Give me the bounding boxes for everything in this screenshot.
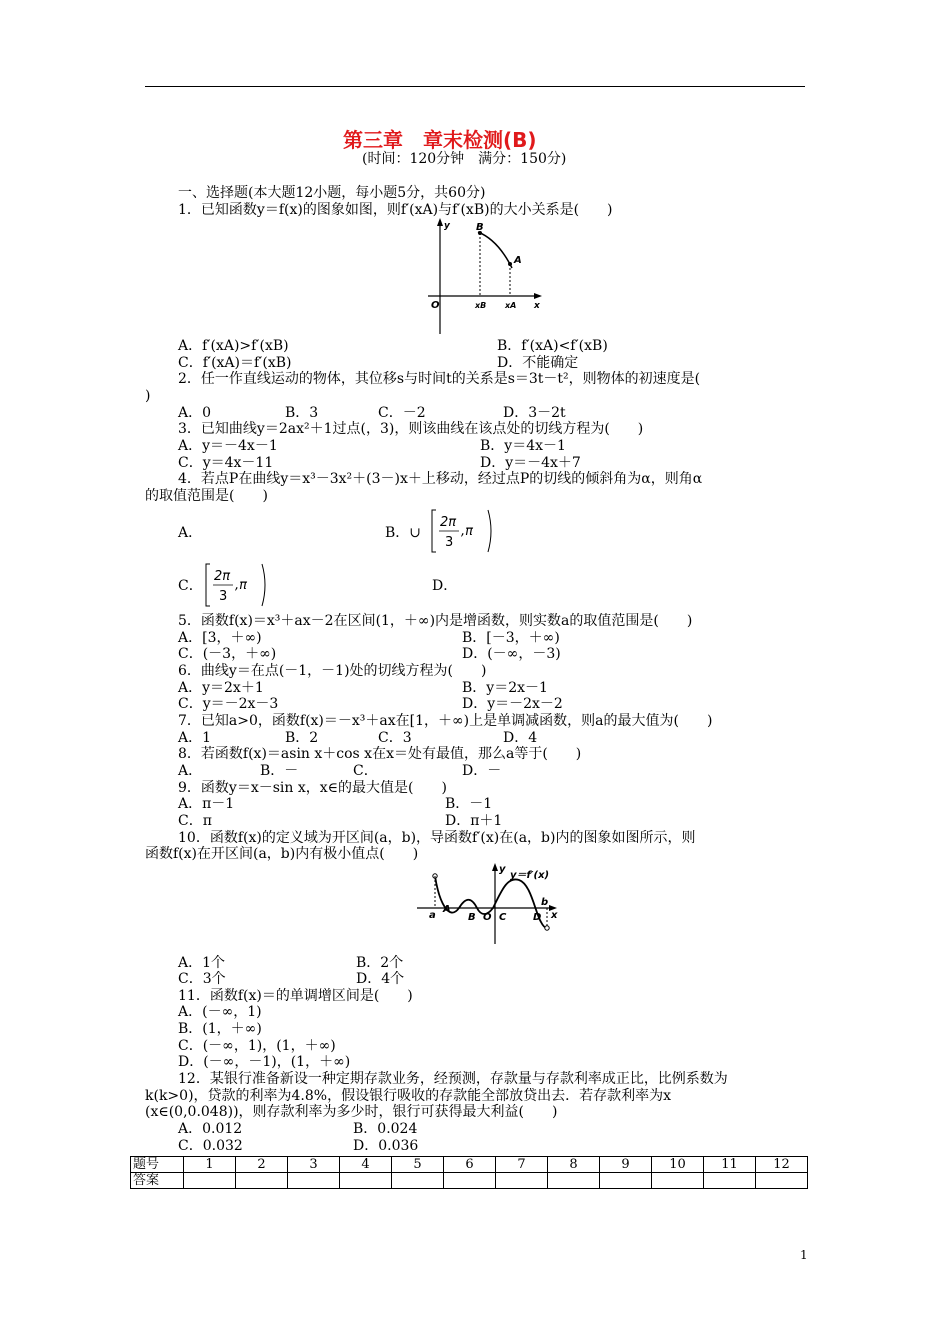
answer-cell[interactable]	[600, 1173, 652, 1189]
q3-option-b: B．y＝4x－1	[480, 438, 566, 454]
q4-option-a: A．	[178, 525, 203, 541]
q4c-right-paren	[262, 564, 265, 606]
q1-label-a: A	[514, 255, 522, 266]
q4b-frac-den: 3	[445, 535, 454, 550]
question-number-cell: 12	[756, 1157, 808, 1173]
q12-option-b: B．0.024	[353, 1121, 418, 1137]
page-number: 1	[800, 1248, 808, 1262]
q1-label-y: y	[444, 221, 450, 231]
q1-option-b: B．f′(xA)<f′(xB)	[497, 338, 608, 354]
q11-stem: 11．函数f(x)＝的单调增区间是( )	[178, 988, 413, 1004]
q5-option-d: D．(－∞，－3)	[462, 646, 561, 662]
question-number-cell: 2	[236, 1157, 288, 1173]
q8-option-b: B．－	[260, 763, 299, 779]
q1-x-arrow	[534, 293, 542, 299]
q10-option-c: C．3个	[178, 971, 226, 987]
question-number-cell: 5	[392, 1157, 444, 1173]
question-number-cell: 8	[548, 1157, 600, 1173]
q1-label-o: O	[431, 300, 440, 311]
q10-label-fn: y＝f′(x)	[510, 870, 550, 881]
q2-option-d: D．3－2t	[503, 405, 566, 421]
q10-label-b: B	[468, 912, 476, 923]
q7-option-b: B．2	[285, 730, 319, 746]
q9-option-c: C．π	[178, 813, 212, 829]
q1-y-arrow	[437, 218, 443, 226]
q11-option-a: A．(－∞，1)	[178, 1004, 262, 1020]
q12-stem-line2: k(k>0)，贷款的利率为4.8%，假设银行吸收的存款能全部放贷出去．若存款利率为x	[145, 1088, 671, 1104]
q4-stem-line1: 4．若点P在曲线y＝x³－3x²＋(3－)x＋上移动，经过点P的切线的倾斜角为α，则角α	[178, 471, 703, 487]
q10-label-o: O	[483, 912, 492, 923]
q4c-tail: ,π	[235, 578, 247, 593]
page-subtitle: (时间：120分钟 满分：150分)	[362, 151, 567, 167]
question-number-cell: 11	[704, 1157, 756, 1173]
q4-option-c-interval	[200, 560, 270, 610]
q3-option-c: C．y＝4x－11	[178, 455, 274, 471]
page-title: 第三章 章末检测(B)	[343, 128, 537, 152]
q4b-right-paren	[488, 510, 491, 552]
q7-option-d: D．4	[503, 730, 538, 746]
answer-cell[interactable]	[756, 1173, 808, 1189]
answer-table	[130, 1156, 808, 1189]
q4-option-b-prefix: B．∪	[385, 525, 422, 541]
q3-stem: 3．已知曲线y＝2ax²＋1过点(，3)，则该曲线在该点处的切线方程为( )	[178, 421, 644, 437]
answer-table-answer-row	[131, 1173, 808, 1189]
q1-option-d: D．不能确定	[497, 355, 579, 371]
q11-option-d: D．(－∞，－1)，(1，＋∞)	[178, 1054, 351, 1070]
q1-stem: 1．已知函数y＝f(x)的图象如图，则f′(xA)与f′(xB)的大小关系是( )	[178, 202, 613, 218]
q10-label-a-lower: a	[429, 910, 436, 921]
answer-cell[interactable]	[496, 1173, 548, 1189]
q6-option-a: A．y＝2x＋1	[178, 680, 264, 696]
question-number-cell: 1	[184, 1157, 236, 1173]
q12-option-a: A．0.012	[178, 1121, 243, 1137]
q7-stem: 7．已知a>0，函数f(x)＝－x³＋ax在[1，＋∞)上是单调减函数，则a的最大值为( )	[178, 713, 713, 729]
q10-label-b-lower: b	[541, 897, 549, 908]
q12-option-d: D．0.036	[353, 1138, 419, 1154]
q6-option-d: D．y＝－2x－2	[462, 696, 563, 712]
q4b-tail: ,π	[461, 524, 473, 539]
answer-cell[interactable]	[236, 1173, 288, 1189]
q8-option-c: C．	[353, 763, 378, 779]
q11-option-b: B．(1，＋∞)	[178, 1021, 262, 1037]
q5-option-a: A．[3，＋∞)	[178, 630, 262, 646]
q6-stem: 6．曲线y＝在点(－1，－1)处的切线方程为( )	[178, 663, 487, 679]
q12-stem-line3: (x∈(0,0.048))，则存款利率为多少时，银行可获得最大利益( )	[145, 1104, 558, 1120]
q4b-left-bracket	[432, 510, 436, 552]
q1-label-xb: xB	[475, 301, 487, 310]
q1-label-b: B	[476, 222, 484, 233]
q10-figure	[415, 862, 565, 947]
number-row-label: 题号	[131, 1157, 184, 1173]
q10-label-x: x	[551, 910, 558, 921]
section-heading: 一、选择题(本大题12小题，每小题5分，共60分)	[178, 185, 486, 201]
q3-option-d: D．y＝－4x＋7	[480, 455, 581, 471]
q8-stem: 8．若函数f(x)＝asin x＋cos x在x＝处有最值，那么a等于( )	[178, 746, 582, 762]
q10-label-c: C	[499, 912, 507, 923]
q8-option-d: D．－	[462, 763, 502, 779]
q4-stem-line2: 的取值范围是( )	[145, 488, 268, 504]
q4c-frac-num: 2π	[214, 569, 231, 584]
q9-option-a: A．π－1	[178, 796, 235, 812]
q1-label-xa: xA	[505, 301, 517, 310]
q10-option-b: B．2个	[356, 955, 404, 971]
question-number-cell: 7	[496, 1157, 548, 1173]
q5-option-b: B．[－3，＋∞)	[462, 630, 560, 646]
q10-option-a: A．1个	[178, 955, 226, 971]
answer-table-number-row	[131, 1157, 808, 1173]
answer-row-label: 答案	[131, 1173, 184, 1189]
q12-stem-line1: 12．某银行准备新设一种定期存款业务，经预测，存款量与存款利率成正比，比例系数为	[178, 1071, 728, 1087]
answer-cell[interactable]	[184, 1173, 236, 1189]
q4-option-c-prefix: C．	[178, 578, 203, 594]
q4b-frac-num: 2π	[440, 515, 457, 530]
q4-option-b-interval	[428, 506, 498, 556]
q6-option-b: B．y＝2x－1	[462, 680, 548, 696]
answer-cell[interactable]	[704, 1173, 756, 1189]
q2-stem-line2: )	[145, 388, 151, 404]
q10-label-d: D	[533, 912, 542, 923]
q5-stem: 5．函数f(x)＝x³＋ax－2在区间(1，＋∞)内是增函数，则实数a的取值范围是( )	[178, 613, 693, 629]
question-number-cell: 10	[652, 1157, 704, 1173]
answer-cell[interactable]	[288, 1173, 340, 1189]
q4c-frac-den: 3	[219, 589, 228, 604]
q10-stem-line1: 10．函数f(x)的定义域为开区间(a，b)，导函数f′(x)在(a，b)内的图象如图所示，则	[178, 830, 696, 846]
q10-label-a: A	[443, 904, 451, 915]
q2-option-c: C．－2	[378, 405, 426, 421]
q10-option-d: D．4个	[356, 971, 405, 987]
header-rule	[145, 86, 805, 87]
q7-option-a: A．1	[178, 730, 212, 746]
q8-option-a: A．	[178, 763, 203, 779]
q3-option-a: A．y＝－4x－1	[178, 438, 278, 454]
question-number-cell: 9	[600, 1157, 652, 1173]
q10-stem-line2: 函数f(x)在开区间(a，b)内有极小值点( )	[145, 846, 419, 862]
q1-curve	[478, 232, 512, 268]
q6-option-c: C．y＝－2x－3	[178, 696, 279, 712]
answer-cell[interactable]	[652, 1173, 704, 1189]
q2-stem-line1: 2．任一作直线运动的物体，其位移s与时间t的关系是s＝3t－t²，则物体的初速度是(	[178, 371, 701, 387]
question-number-cell: 3	[288, 1157, 340, 1173]
answer-cell[interactable]	[548, 1173, 600, 1189]
q1-option-a: A．f′(xA)>f′(xB)	[178, 338, 289, 354]
answer-cell[interactable]	[340, 1173, 392, 1189]
q12-option-c: C．0.032	[178, 1138, 243, 1154]
q1-figure	[420, 216, 550, 341]
q2-option-a: A．0	[178, 405, 212, 421]
q1-label-x: x	[534, 301, 540, 311]
q9-stem: 9．函数y＝x－sin x，x∈的最大值是( )	[178, 780, 447, 796]
q11-option-c: C．(－∞，1)，(1，＋∞)	[178, 1038, 336, 1054]
q4-option-d: D．	[432, 578, 458, 594]
q10-y-arrow	[492, 863, 498, 871]
q9-option-b: B．－1	[445, 796, 493, 812]
q10-label-y: y	[499, 864, 506, 875]
q1-option-c: C．f′(xA)＝f′(xB)	[178, 355, 292, 371]
q2-option-b: B．3	[285, 405, 319, 421]
question-number-cell: 6	[444, 1157, 496, 1173]
question-number-cell: 4	[340, 1157, 392, 1173]
answer-cell[interactable]	[392, 1173, 444, 1189]
answer-cell[interactable]	[444, 1173, 496, 1189]
q7-option-c: C．3	[378, 730, 412, 746]
q4c-left-bracket	[206, 564, 210, 606]
q9-option-d: D．π＋1	[445, 813, 503, 829]
q5-option-c: C．(－3，＋∞)	[178, 646, 277, 662]
